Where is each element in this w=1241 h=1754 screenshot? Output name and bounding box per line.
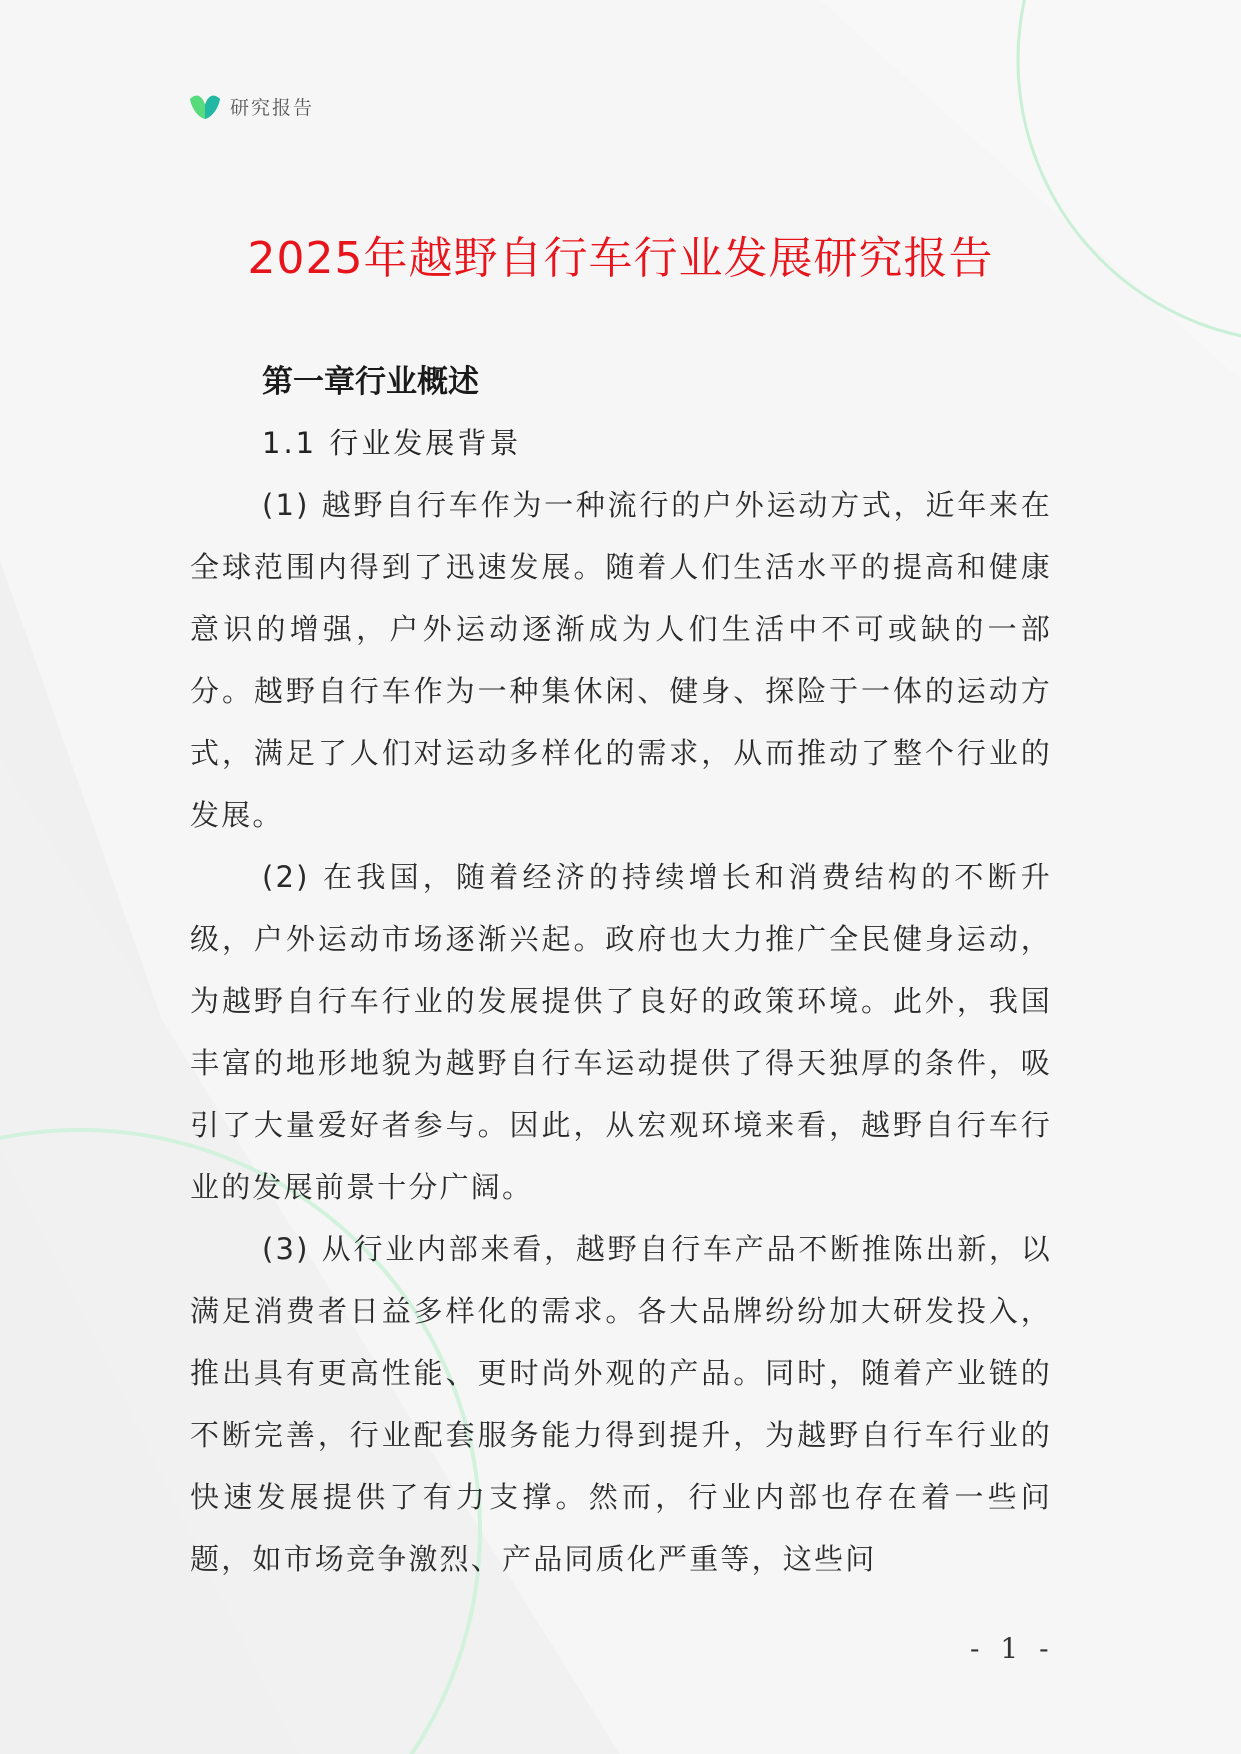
document-body (190, 352, 1052, 1590)
page-number: - 1 - (970, 1632, 1055, 1665)
header-label: 研究报告 (230, 96, 315, 119)
report-logo-icon (188, 91, 222, 121)
section-heading: 1.1 行业发展背景 (262, 426, 522, 460)
chapter-heading: 第一章行业概述 (262, 364, 479, 400)
document-title: 2025年越野自行车行业发展研究报告 (247, 233, 994, 284)
page-header (188, 88, 314, 124)
paragraph-3: (3) 从行业内部来看，越野自行车产品不断推陈出新，以满足消费者日益多样化的需求。各大品牌纷纷加大研发投入，推出具有更高性能、更时尚外观的产品。同时，随着产业链的不断完善，行业配套服务能力得到提升，为越野自行车行业的快速发展提供了有力支撑。然而，行业内部也存在着一些问题，如市场竞争激烈、产品同质化严重等，这些问 (190, 1232, 1052, 1576)
paragraph-1: (1) 越野自行车作为一种流行的户外运动方式，近年来在全球范围内得到了迅速发展。随着人们生活水平的提高和健康意识的增强，户外运动逐渐成为人们生活中不可或缺的一部分。越野自行车作为一种集休闲、健身、探险于一体的运动方式，满足了人们对运动多样化的需求，从而推动了整个行业的发展。 (190, 488, 1052, 832)
paragraph-2: (2) 在我国，随着经济的持续增长和消费结构的不断升级，户外运动市场逐渐兴起。政府也大力推广全民健身运动，为越野自行车行业的发展提供了良好的政策环境。此外，我国丰富的地形地貌为越野自行车运动提供了得天独厚的条件，吸引了大量爱好者参与。因此，从宏观环境来看，越野自行车行业的发展前景十分广阔。 (190, 860, 1052, 1204)
